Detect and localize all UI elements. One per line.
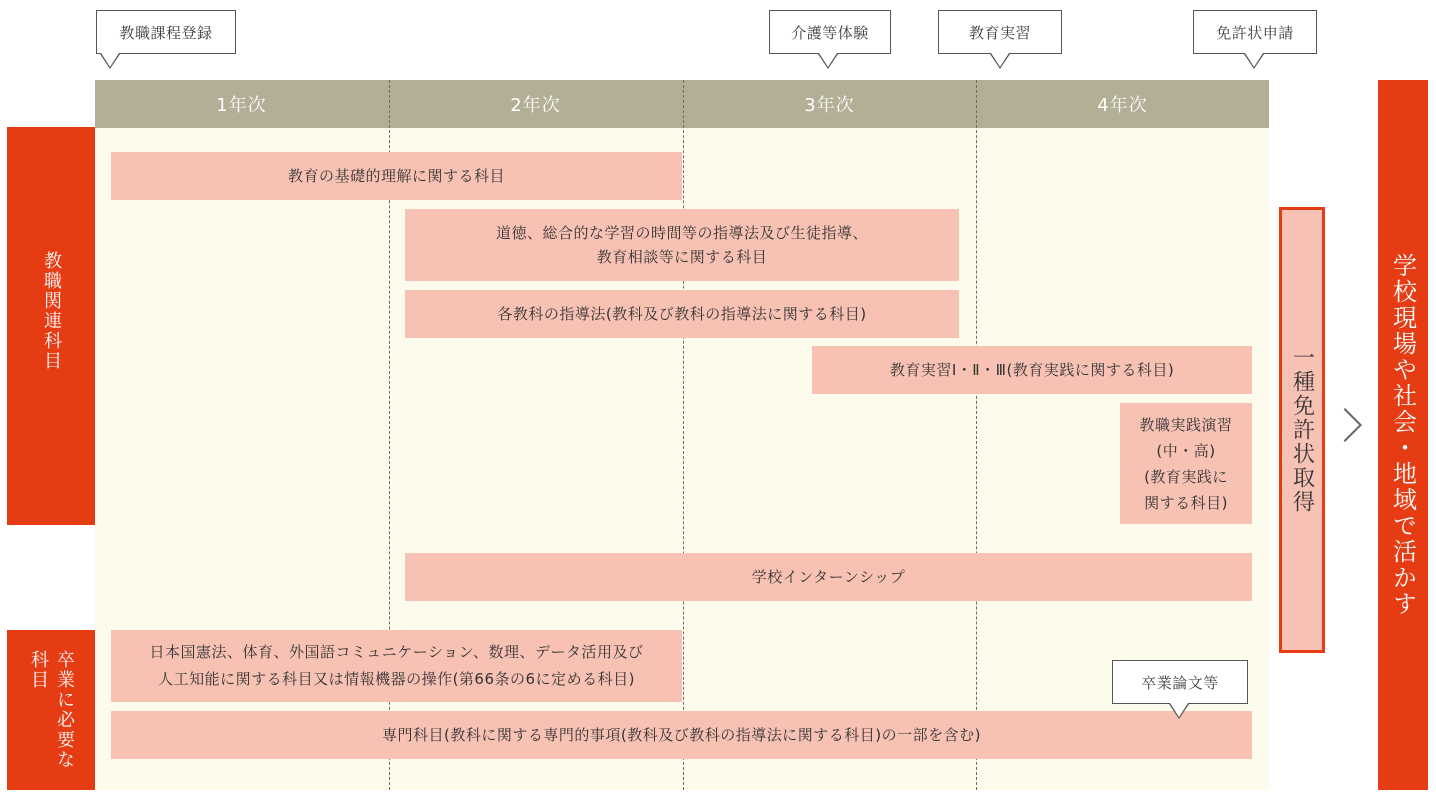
- subject-general: [111, 630, 682, 702]
- license-acquisition-text: 一種免許状取得: [1289, 346, 1315, 514]
- subject-internship-label: 学校インターンシップ: [751, 568, 906, 586]
- callout-thesis-pointer: [1169, 704, 1189, 719]
- goal-banner-text: 学校現場や社会・地域で活かす: [1388, 253, 1417, 617]
- side-label-teaching: [7, 127, 95, 525]
- year-label-4: 4年次: [1097, 95, 1148, 116]
- year-divider-2: [683, 80, 684, 790]
- chevron-right-icon: [1328, 408, 1362, 442]
- subject-foundations-label: 教育の基礎的理解に関する科目: [287, 167, 505, 185]
- subject-foundations: [111, 152, 682, 200]
- subject-internship: [405, 553, 1252, 601]
- callout-license-apply-label: 免許状申請: [1216, 23, 1294, 42]
- callout-care: [769, 10, 891, 54]
- callout-thesis-label: 卒業論文等: [1141, 673, 1219, 692]
- subject-seminar-label: 教職実践演習 (中・高) (教育実践に 関する科目): [1139, 415, 1233, 512]
- year-label-2: 2年次: [510, 95, 561, 116]
- goal-banner: [1378, 80, 1428, 790]
- side-label-teaching-text: 教職関連科目: [41, 251, 62, 371]
- callout-practice-label: 教育実習: [968, 23, 1031, 42]
- year-header: [95, 80, 1269, 128]
- callout-practice-pointer: [990, 54, 1010, 69]
- callout-practice: [938, 10, 1062, 54]
- subject-practicum: [812, 346, 1252, 394]
- subject-general-label: 日本国憲法、体育、外国語コミュニケーション、数理、データ活用及び 人工知能に関する科目又は情報機器の操作(第66条の6に定める科目): [149, 643, 644, 688]
- callout-care-label: 介護等体験: [791, 23, 869, 42]
- year-divider-3: [976, 80, 977, 790]
- callout-registration: [96, 10, 236, 54]
- subject-moral-guidance-label: 道徳、総合的な学習の時間等の指導法及び生徒指導、 教育相談等に関する科目: [495, 224, 868, 266]
- callout-registration-label: 教職課程登録: [119, 23, 213, 42]
- callout-license-apply: [1193, 10, 1317, 54]
- year-label-1: 1年次: [216, 95, 267, 116]
- callout-care-pointer: [818, 54, 838, 69]
- callout-registration-pointer: [100, 54, 120, 69]
- subject-practicum-label: 教育実習Ⅰ・Ⅱ・Ⅲ(教育実践に関する科目): [889, 361, 1175, 379]
- side-label-graduation: [7, 630, 95, 790]
- subject-seminar: [1120, 403, 1252, 524]
- year-label-3: 3年次: [804, 95, 855, 116]
- subject-moral-guidance: [405, 209, 959, 281]
- callout-license-apply-pointer: [1244, 54, 1264, 69]
- subject-teaching-methods-label: 各教科の指導法(教科及び教科の指導法に関する科目): [497, 305, 867, 323]
- subject-major: [111, 711, 1252, 759]
- license-acquisition: [1279, 207, 1325, 653]
- side-label-graduation-text: 卒業に必要な科目: [28, 650, 75, 770]
- callout-thesis: [1112, 660, 1248, 704]
- subject-teaching-methods: [405, 290, 959, 338]
- subject-major-label: 専門科目(教科に関する専門的事項(教科及び教科の指導法に関する科目)の一部を含む): [382, 726, 981, 744]
